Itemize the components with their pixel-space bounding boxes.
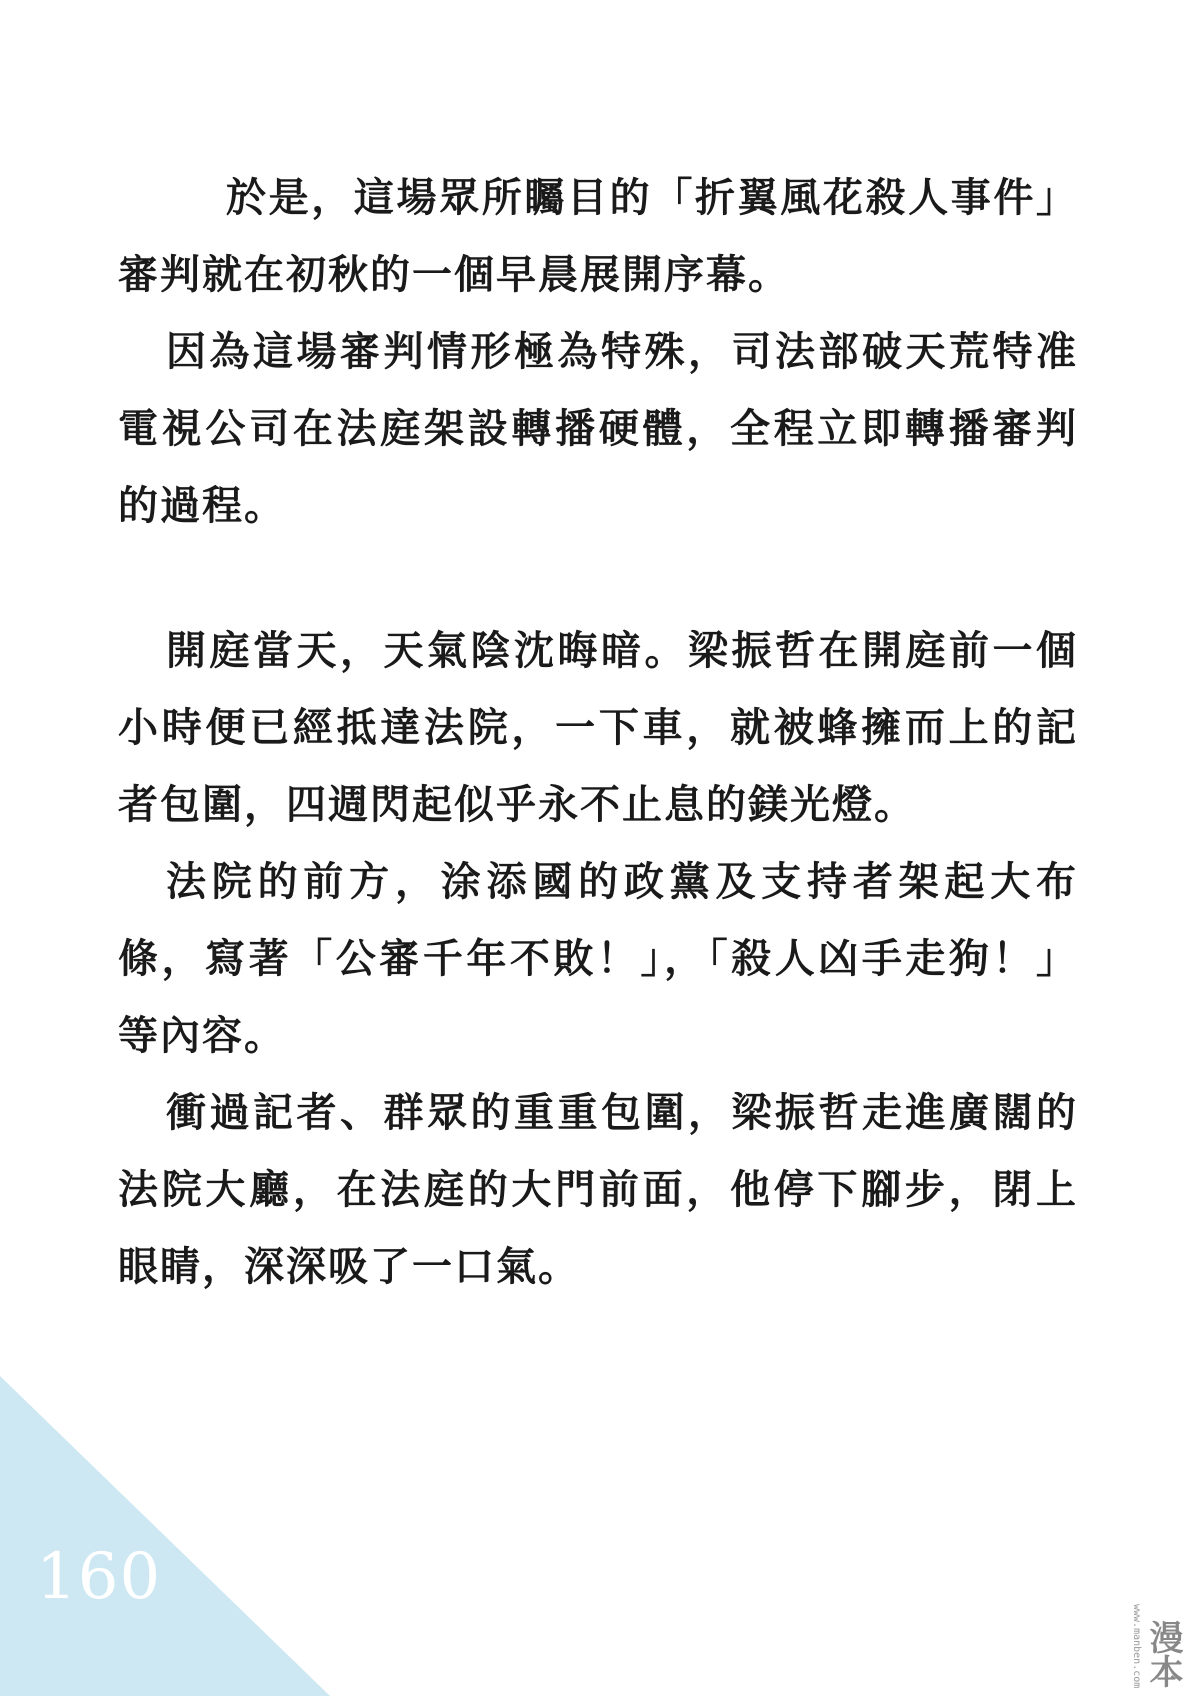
watermark-logo	[1130, 1538, 1190, 1688]
paragraph-3: 開庭當天，天氣陰沈晦暗。梁振哲在開庭前一個小時便已經抵達法院，一下車，就被蜂擁而上的記者包圍，四週閃起似乎永不止息的鎂光燈。	[118, 628, 1078, 828]
paragraph-5: 衝過記者、群眾的重重包圍，梁振哲走進廣闊的法院大廳，在法庭的大門前面，他停下腳步，閉上眼睛，深深吸了一口氣。	[118, 1090, 1078, 1290]
corner-decoration	[0, 1376, 330, 1696]
body-text	[118, 160, 1078, 1306]
section-break	[118, 545, 1078, 613]
paragraph-2: 因為這場審判情形極為特殊，司法部破天荒特准電視公司在法庭架設轉播硬體，全程立即轉播審判的過程。	[118, 329, 1078, 529]
paragraph-4: 法院的前方，涂添國的政黨及支持者架起大布條，寫著「公審千年不敗！」，「殺人凶手走狗！」等內容。	[118, 859, 1078, 1059]
page-number: 160	[36, 1540, 162, 1614]
watermark-text: 漫本	[1143, 1620, 1183, 1688]
watermark-url: www.manben.com	[1131, 1603, 1142, 1688]
paragraph-1: 於是，這場眾所矚目的「折翼風花殺人事件」審判就在初秋的一個早晨展開序幕。	[118, 175, 1078, 298]
